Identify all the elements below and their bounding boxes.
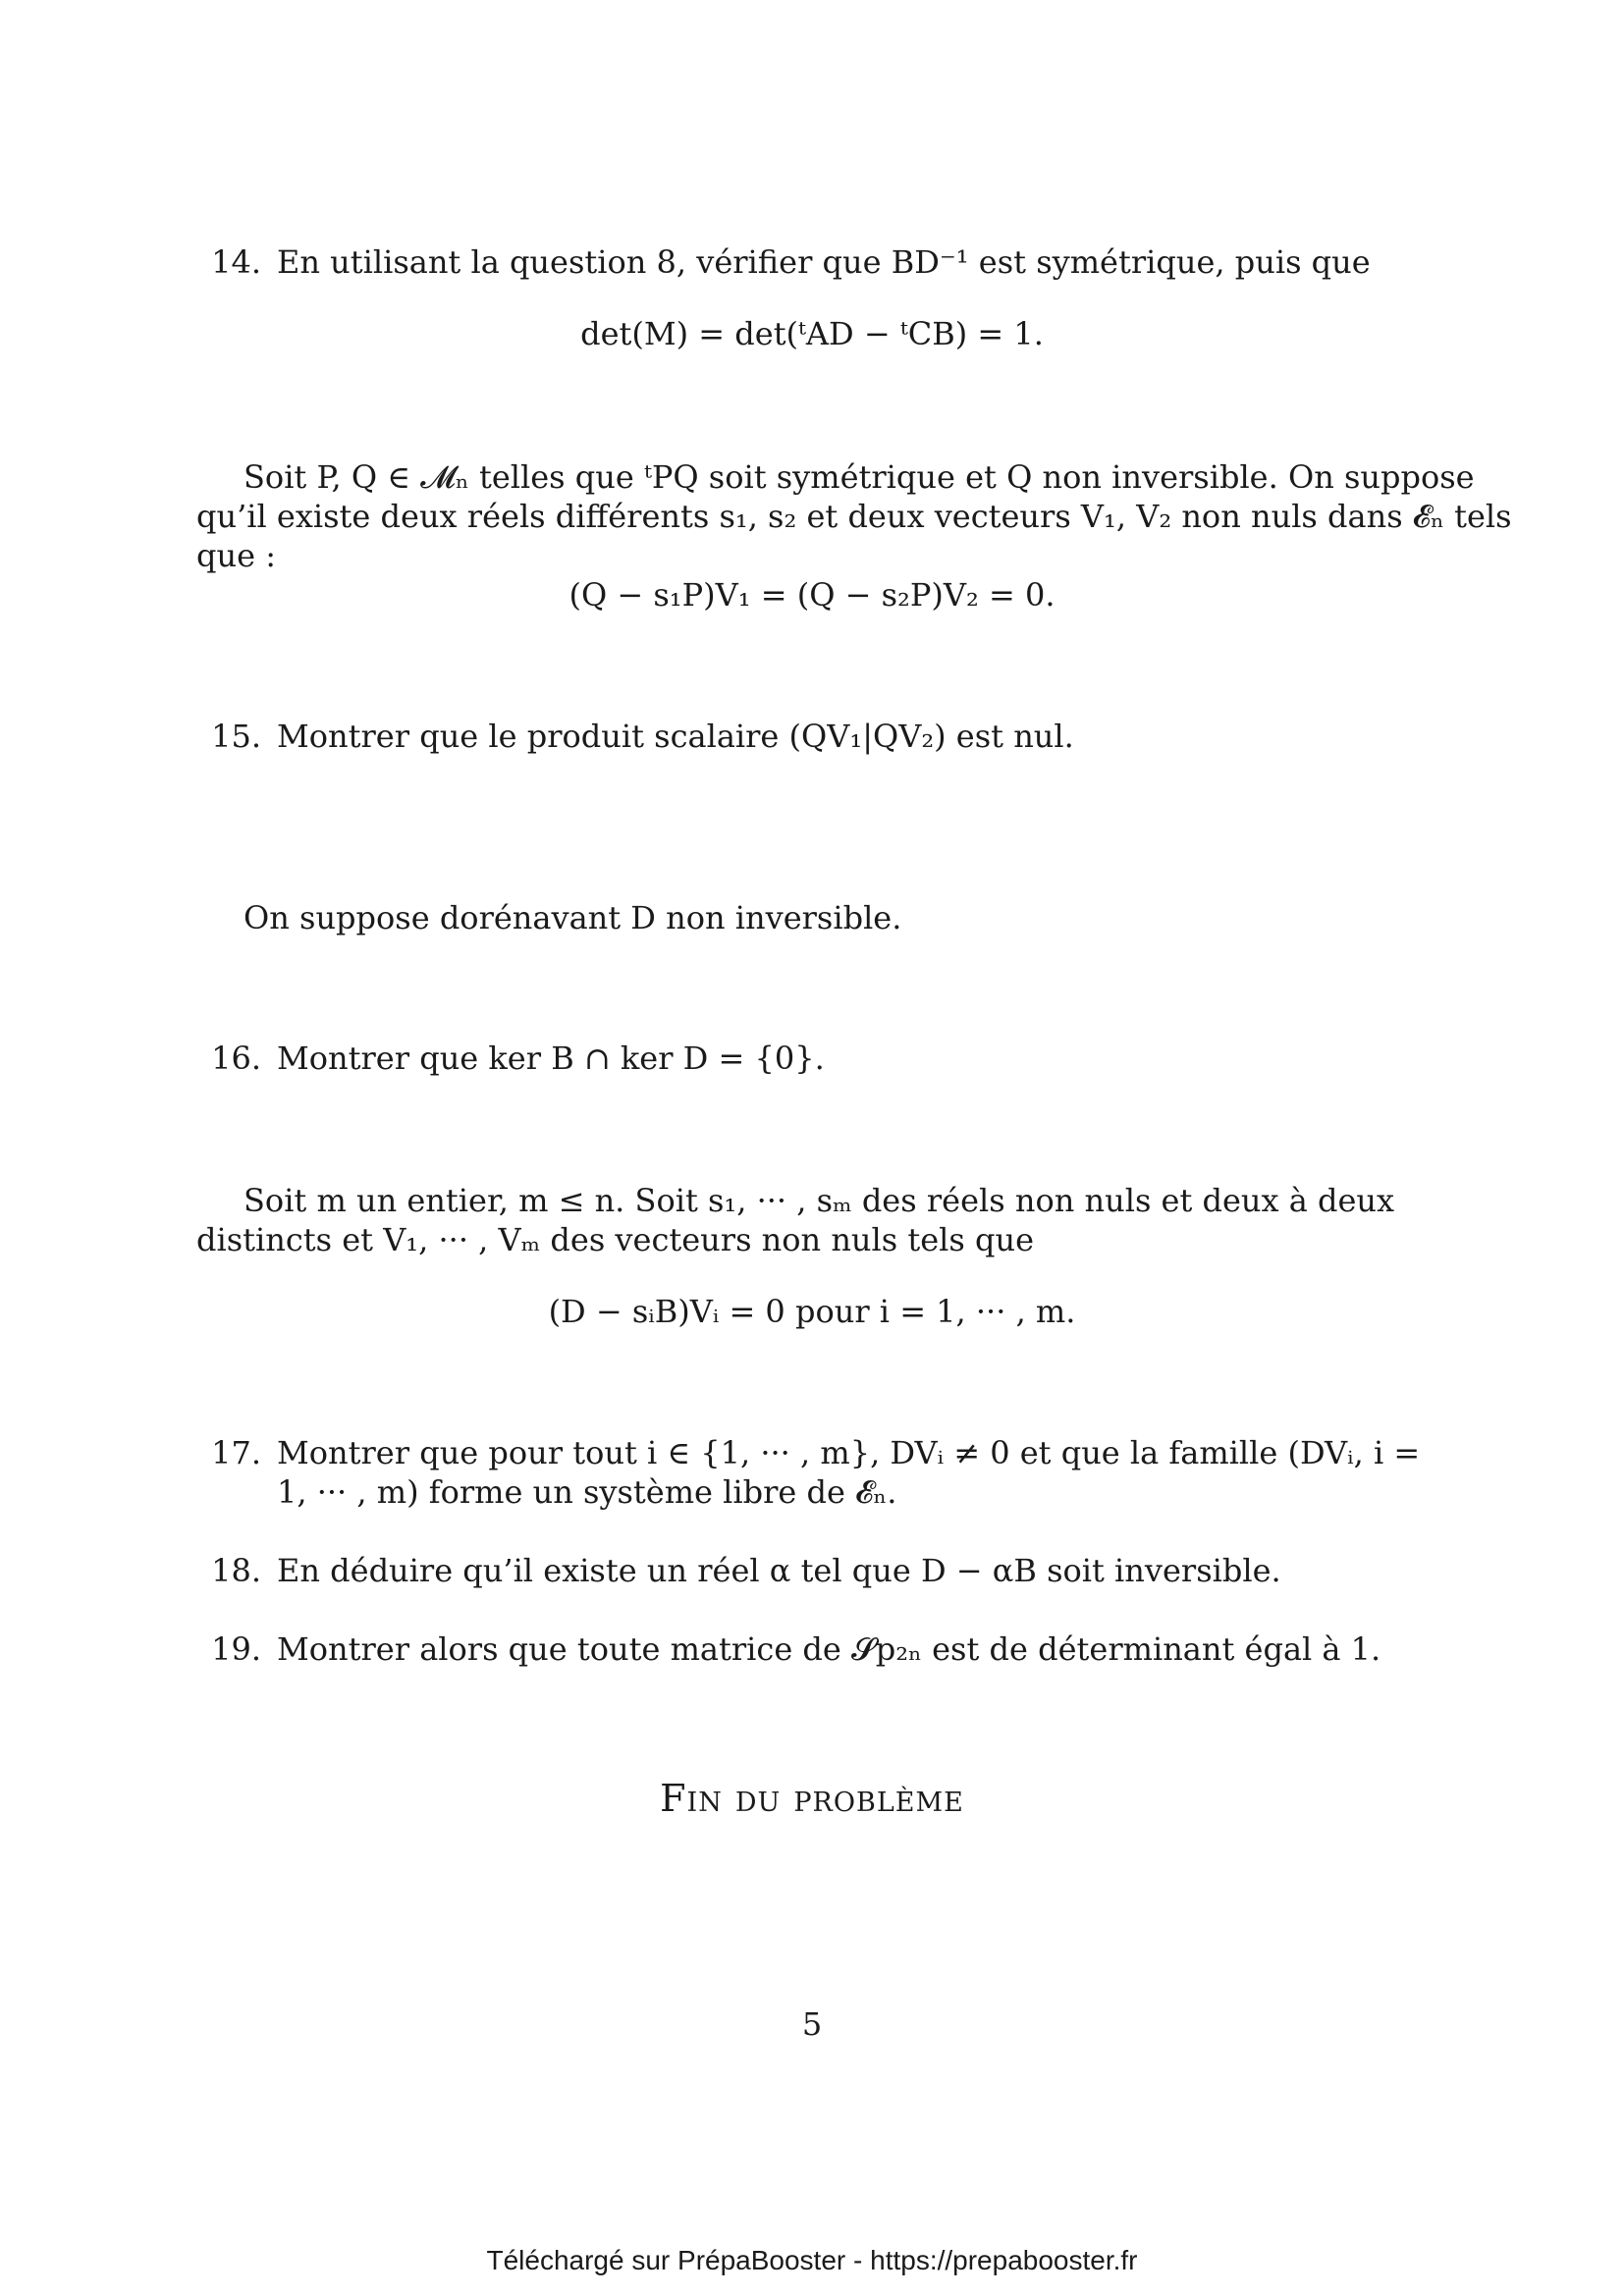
- question-number: 14.: [211, 243, 261, 281]
- equation-det: det(M) = det(ᵗAD − ᵗCB) = 1.: [580, 315, 1044, 352]
- question-number: 18.: [211, 1552, 261, 1589]
- question-number: 19.: [211, 1630, 261, 1668]
- end-title: Fin du problème: [660, 1777, 964, 1820]
- question-number: 17.: [211, 1434, 261, 1471]
- question-text: Montrer alors que toute matrice de 𝓢p₂ₙ est de déterminant égal à 1.: [277, 1630, 1381, 1668]
- question-text: En déduire qu’il existe un réel α tel que D − αB soit inversible.: [277, 1552, 1281, 1589]
- paragraph-line: qu’il existe deux réels différents s₁, s₂ et deux vecteurs V₁, V₂ non nuls dans 𝓔ₙ tels: [196, 498, 1512, 535]
- paragraph-line: que :: [196, 537, 276, 574]
- equation-eigen: (Q − s₁P)V₁ = (Q − s₂P)V₂ = 0.: [568, 576, 1056, 614]
- question-number: 15.: [211, 718, 261, 755]
- question-number: 16.: [211, 1040, 261, 1077]
- question-text: Montrer que le produit scalaire (QV₁|QV₂) est nul.: [277, 718, 1074, 755]
- paragraph-line: Soit m un entier, m ≤ n. Soit s₁, ··· , sₘ des réels non nuls et deux à deux: [244, 1182, 1395, 1219]
- question-text-line: 1, ··· , m) forme un système libre de 𝓔ₙ.: [277, 1473, 897, 1511]
- question-text-line: Montrer que pour tout i ∈ {1, ··· , m}, DVᵢ ≠ 0 et que la famille (DVᵢ, i =: [277, 1434, 1421, 1471]
- question-text: Montrer que ker B ∩ ker D = {0}.: [277, 1040, 825, 1077]
- equation-system: (D − sᵢB)Vᵢ = 0 pour i = 1, ··· , m.: [548, 1293, 1076, 1330]
- paragraph-assumption: On suppose dorénavant D non inversible.: [244, 899, 902, 936]
- paragraph-line: distincts et V₁, ··· , Vₘ des vecteurs non nuls tels que: [196, 1221, 1035, 1258]
- download-footer: Téléchargé sur PrépaBooster - https://prepabooster.fr: [486, 2245, 1138, 2275]
- question-text: En utilisant la question 8, vérifier que BD⁻¹ est symétrique, puis que: [277, 243, 1371, 281]
- paragraph-line: Soit P, Q ∈ 𝓜ₙ telles que ᵗPQ soit symétrique et Q non inversible. On suppose: [244, 458, 1475, 496]
- page-number: 5: [801, 2005, 823, 2043]
